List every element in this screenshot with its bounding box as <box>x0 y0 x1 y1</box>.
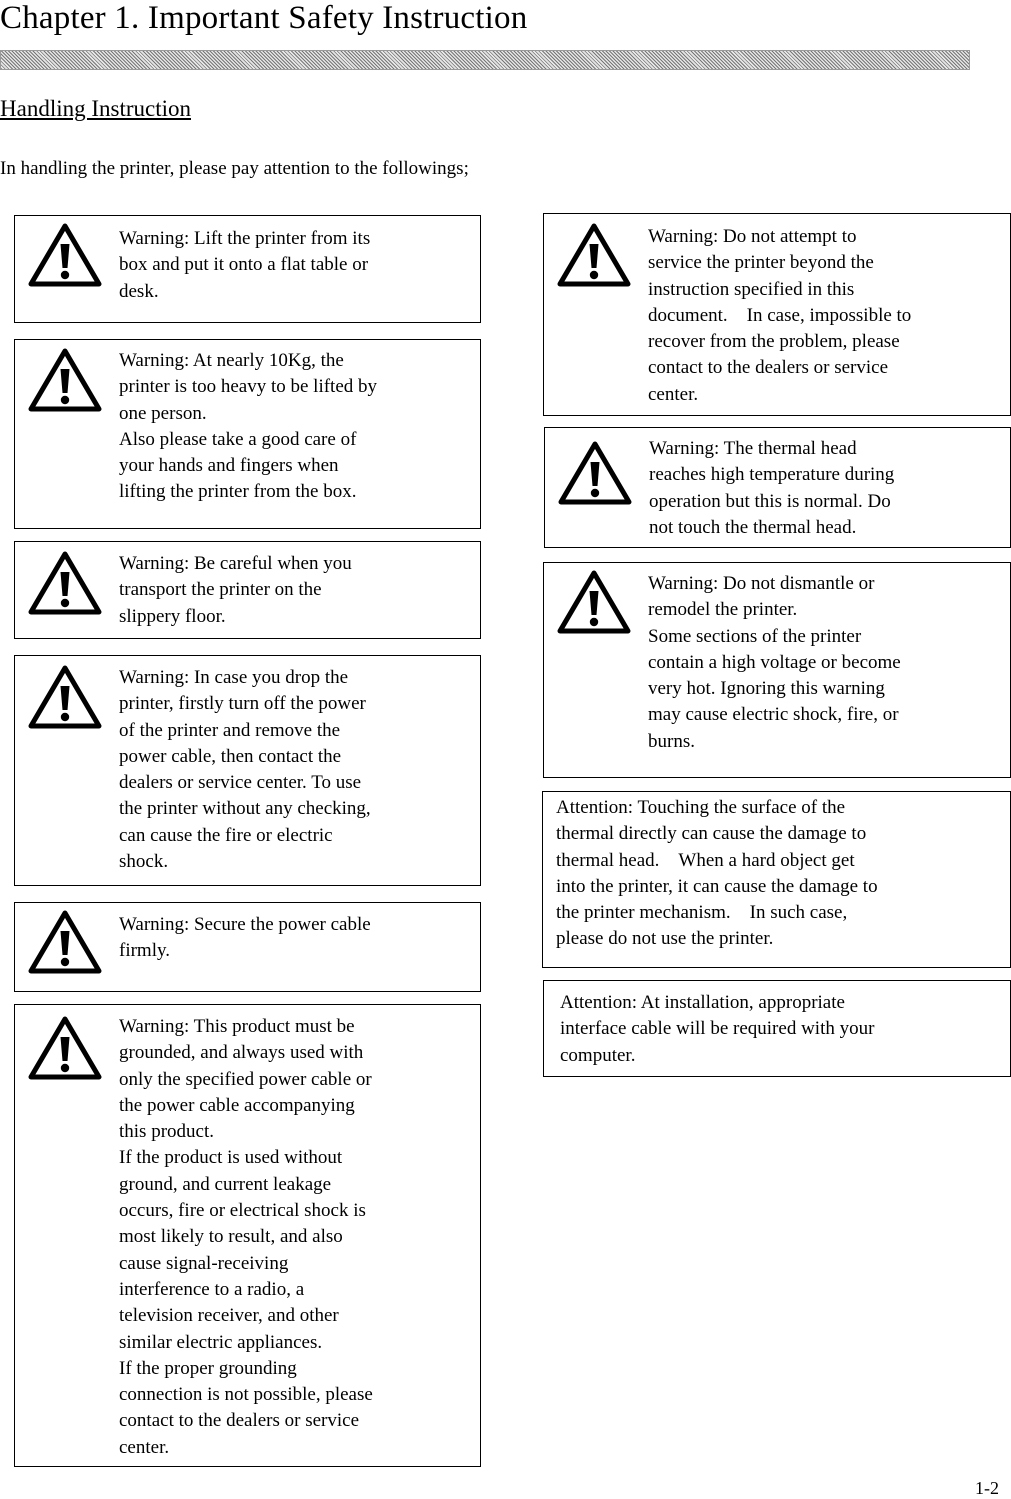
warning-text: Warning: At nearly 10Kg, the printer is too heavy to be lifted by one person. Also please take a good care of your hands and fingers when lifting the printer from the box. <box>119 350 378 503</box>
warning-triangle-icon <box>556 569 632 635</box>
section-heading: Handling Instruction <box>0 96 191 121</box>
warning-box <box>543 562 1011 778</box>
page-number: 1-2 <box>975 1478 999 1498</box>
warning-text: Warning: Do not dismantle or remodel the printer. Some sections of the printer contain a high voltage or become very hot. Ignoring this warning may cause electric shock, fire, or burns. <box>648 573 901 752</box>
warning-box <box>544 427 1011 548</box>
attention-text: Attention: At installation, appropriate interface cable will be required with your computer. <box>560 992 875 1066</box>
warning-box <box>14 902 481 992</box>
attention-box <box>543 980 1011 1077</box>
warning-triangle-icon <box>27 909 103 975</box>
warning-text: Warning: The thermal head reaches high temperature during operation but this is normal. Do not touch the thermal head. <box>649 438 895 538</box>
warning-triangle-icon <box>27 347 103 413</box>
warning-text: Warning: In case you drop the printer, firstly turn off the power of the printer and remove the power cable, then contact the dealers or service center. To use the printer without any checking, can cause the fire or electric shock. <box>119 667 371 873</box>
attention-text: Attention: Touching the surface of the thermal directly can cause the damage to thermal head. When a hard object get into the printer, it can cause the damage to the printer mechanism. In such case, please do not use the printer. <box>556 797 878 950</box>
warning-box <box>14 1004 481 1467</box>
attention-box <box>542 791 1011 968</box>
warning-triangle-icon <box>27 664 103 730</box>
warning-triangle-icon <box>27 550 103 616</box>
chapter-title: Chapter 1. Important Safety Instruction <box>0 0 528 36</box>
warning-box <box>14 541 481 639</box>
warning-text: Warning: Secure the power cable firmly. <box>119 914 371 962</box>
warning-text: Warning: This product must be grounded, and always used with only the specified power cable or the power cable accompanying this product. If the product is used without ground, and current leakage occurs, fire or electrical shock is most likely to result, and also cause signal-receiving interference to a radio, a television receiver, and other similar electric appliances. If the proper grounding connection is not possible, please contact to the dealers or service center. <box>119 1016 373 1458</box>
warning-triangle-icon <box>27 1015 103 1081</box>
warning-triangle-icon <box>556 222 632 288</box>
warning-triangle-icon <box>557 440 633 506</box>
warning-triangle-icon <box>27 222 103 288</box>
warning-text: Warning: Lift the printer from its box and put it onto a flat table or desk. <box>119 228 371 302</box>
warning-box <box>14 215 481 323</box>
warning-text: Warning: Do not attempt to service the printer beyond the instruction specified in this document. In case, impossible to recover from the problem, please contact to the dealers or service center. <box>648 226 912 405</box>
warning-text: Warning: Be careful when you transport the printer on the slippery floor. <box>119 553 352 627</box>
warning-box <box>14 655 481 886</box>
title-divider <box>0 50 970 70</box>
intro-text: In handling the printer, please pay attention to the followings; <box>0 158 469 179</box>
warning-box <box>543 213 1011 416</box>
warning-box <box>14 339 481 529</box>
